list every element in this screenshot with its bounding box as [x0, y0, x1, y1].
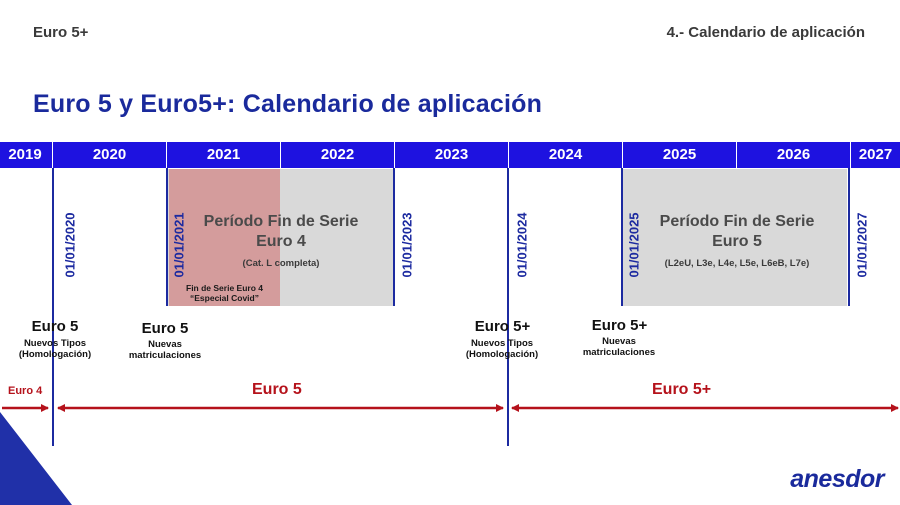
milestone-euro5plus-reg-line2: matriculaciones: [582, 347, 656, 358]
year-2027: 2027: [858, 146, 893, 163]
period-euro5-subtitle: (L2eU, L3e, L4e, L5e, L6eB, L7e): [664, 258, 810, 269]
date-text-2024: 01/01/2024: [514, 212, 530, 278]
period-euro4-title-line1: Período Fin de Serie: [203, 213, 359, 230]
year-2025: 2025: [662, 146, 697, 163]
anesdor-logo: anesdor: [790, 465, 884, 493]
date-text-2025: 01/01/2025: [626, 212, 642, 278]
milestone-euro5plus-reg-line1: Nuevas: [602, 336, 636, 347]
section-label: Euro 5+: [33, 24, 89, 41]
year-2022: 2022: [320, 146, 355, 163]
corner-triangle-decoration: [0, 412, 72, 505]
year-2026: 2026: [776, 146, 811, 163]
page-title: Euro 5 y Euro5+: Calendario de aplicación: [33, 90, 543, 118]
milestone-euro5-reg-line2: matriculaciones: [128, 350, 202, 361]
period-euro4-subtitle: (Cat. L completa): [242, 258, 320, 269]
year-2021: 2021: [206, 146, 241, 163]
milestone-euro5-types-line1: Nuevos Tipos: [23, 338, 87, 349]
milestone-euro5-reg-line1: Nuevas: [148, 339, 182, 350]
milestone-euro5-types-line2: (Homologación): [18, 349, 92, 360]
milestone-euro5plus-reg-title: Euro 5+: [591, 317, 648, 334]
milestone-euro5plus-types-line2: (Homologación): [465, 349, 539, 360]
milestone-euro5-types-title: Euro 5: [31, 318, 79, 335]
period-euro4-title-line2: Euro 4: [256, 233, 306, 250]
covid-label-line1: Fin de Serie Euro 4: [186, 283, 263, 293]
arrow-label-euro5plus: Euro 5+: [652, 381, 712, 398]
year-2023: 2023: [434, 146, 469, 163]
arrow-label-euro5: Euro 5: [252, 381, 302, 398]
arrow-label-euro4: Euro 4: [8, 385, 43, 397]
milestone-euro5-reg-title: Euro 5: [141, 320, 189, 337]
milestone-euro5plus-types-line1: Nuevos Tipos: [470, 338, 534, 349]
chapter-label: 4.- Calendario de aplicación: [666, 24, 865, 41]
date-text-2027: 01/01/2027: [854, 212, 870, 278]
period-euro5-title-line2: Euro 5: [712, 233, 762, 250]
date-text-2023: 01/01/2023: [399, 212, 415, 278]
year-2019: 2019: [8, 146, 42, 163]
covid-label-line2: “Especial Covid”: [190, 293, 259, 303]
period-euro5-title-line1: Período Fin de Serie: [659, 213, 815, 230]
year-2020: 2020: [92, 146, 127, 163]
year-2024: 2024: [548, 146, 583, 163]
date-text-2020: 01/01/2020: [62, 212, 78, 278]
milestone-euro5plus-types-title: Euro 5+: [474, 318, 531, 335]
date-text-2021: 01/01/2021: [171, 212, 187, 278]
